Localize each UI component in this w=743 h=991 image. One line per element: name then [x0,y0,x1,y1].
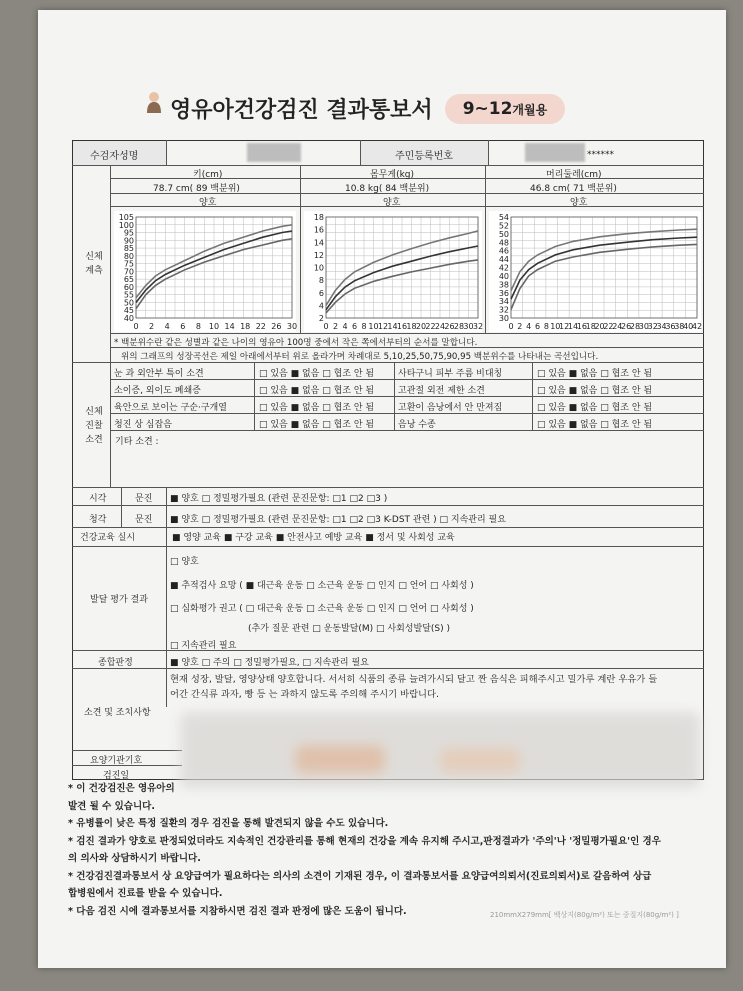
x-tick-label: 26 [621,322,632,331]
head-status: 양호 [570,198,588,208]
name-label: 수검자성명 [90,151,139,162]
document-title: 영유아건강검진 결과통보서 [170,98,433,123]
overall-result: ■ 양호 □ 주의 □ 정밀평가필요, □ 지속관리 필요 [170,658,369,668]
x-tick-label: 18 [240,322,251,331]
x-tick-label: 2 [149,322,155,331]
exam-item-left: 소이증, 외이도 폐쇄증 [114,386,201,396]
y-tick-label: 60 [123,282,134,292]
y-tick-label: 80 [123,251,134,261]
id-label: 주민등록번호 [395,151,453,162]
overall-label: 종합판정 [98,658,133,668]
note-8: * 다음 검진 시에 결과통보서를 지참하시면 검진 결과 판정에 많은 도움이 됩니다. [68,905,407,917]
y-tick-label: 42 [498,263,509,273]
note-2: 발견 될 수 있습니다. [68,800,155,812]
y-tick-label: 45 [123,306,134,316]
x-tick-label: 10 [368,322,379,331]
y-tick-label: 65 [123,275,134,285]
x-tick-label: 24 [612,322,623,331]
x-tick-label: 42 [691,322,703,331]
x-tick-label: 0 [133,322,139,331]
height-status: 양호 [199,198,217,208]
x-tick-label: 18 [406,322,417,331]
x-tick-label: 0 [508,322,514,331]
x-tick-label: 22 [603,322,614,331]
y-tick-label: 44 [498,255,509,265]
vision-label: 시각 [89,494,107,504]
weight-label: 몸무게(kg) [370,170,415,180]
y-tick-label: 52 [498,221,509,231]
x-tick-label: 26 [444,322,455,331]
y-tick-label: 70 [123,267,134,277]
exam-item-right: 고관절 외전 제한 소견 [398,386,485,396]
percentile-note-2: 위의 그래프의 성장곡선은 제일 아래에서부터 위로 올라가며 차례대로 5,10,25,50,75,90,95 백분위수를 나타내는 곡선입니다. [121,352,599,362]
y-tick-label: 38 [498,280,509,290]
y-tick-label: 40 [498,271,509,281]
exam-item-right: 음낭 수종 [398,420,436,430]
x-tick-label: 6 [535,322,541,331]
x-tick-label: 26 [271,322,282,331]
exam-options-right: □ 있음 ■ 없음 □ 협조 안 됨 [537,403,653,413]
note-1: * 이 건강검진은 영유아의 [68,783,175,794]
exam-options-left: □ 있음 ■ 없음 □ 협조 안 됨 [259,386,375,396]
weight-growth-chart [304,211,482,332]
height-value: 78.7 cm( 89 백분위) [153,184,240,194]
x-tick-label: 30 [463,322,474,331]
id-masked: ****** [587,150,614,160]
y-tick-label: 34 [498,297,509,307]
age-unit: 개월용 [512,102,548,117]
remarks-line-2: 어간 간식류 과자, 빵 등 는 과하지 않도록 주의해 주시기 바랍니다. [170,689,439,700]
height-growth-chart [114,211,296,332]
x-tick-label: 14 [224,322,235,331]
redacted-name [247,143,301,162]
y-tick-label: 90 [123,236,134,246]
development-managed: □ 지속관리 필요 [170,641,237,651]
note-7: 합병원에서 진료를 받을 수 있습니다. [68,888,223,899]
x-tick-label: 10 [208,322,220,331]
development-advanced: □ 심화평가 권고 ( □ 대근육 운동 □ 소근육 운동 □ 인지 □ 언어 □ 사회성 ) [170,604,474,614]
x-tick-label: 22 [255,322,266,331]
y-tick-label: 50 [498,229,509,239]
x-tick-label: 34 [656,322,667,331]
x-tick-label: 20 [594,322,605,331]
vision-sub-label: 문진 [135,494,153,504]
other-findings-label: 기타 소견 : [115,437,159,447]
measure-section-label: 신체 계측 [85,252,103,276]
y-tick-label: 32 [498,305,509,315]
x-tick-label: 12 [377,322,389,331]
y-tick-label: 105 [118,213,134,222]
note-3: * 유병률이 낮은 특정 질환의 경우 검진을 통해 발견되지 않을 수도 있습니다. [68,818,389,829]
hearing-sub-label: 문진 [135,515,153,525]
weight-value: 10.8 kg( 84 백분위) [345,184,430,194]
exam-section-label: 신체 진찰 소견 [85,407,103,445]
exam-item-right: 사타구니 피부 주름 비대칭 [398,369,503,379]
exam-options-right: □ 있음 ■ 없음 □ 협조 안 됨 [537,420,653,430]
y-tick-label: 14 [313,238,324,248]
note-6: * 건강검진결과통보서 상 요양급여가 필요하다는 의사의 소견이 기재된 경우, 이 결과통보서를 요양급여의뢰서(진료의뢰서)로 갈음하여 상급 [68,870,652,882]
x-tick-label: 18 [585,322,596,331]
age-badge [445,94,566,124]
development-label: 발달 평가 결과 [90,595,148,605]
x-tick-label: 40 [683,322,694,331]
note-5: 의 의사와 상담하시기 바랍니다. [68,853,201,864]
exam-options-right: □ 있음 ■ 없음 □ 협조 안 됨 [537,386,653,396]
x-tick-label: 38 [674,322,685,331]
y-tick-label: 95 [123,228,134,238]
y-tick-label: 50 [123,298,134,308]
x-tick-label: 2 [332,322,339,331]
y-tick-label: 18 [313,213,324,222]
x-tick-label: 0 [323,322,329,331]
head-value: 46.8 cm( 71 백분위) [530,184,617,194]
y-tick-label: 75 [123,259,134,269]
x-tick-label: 10 [550,322,561,331]
exam-date-label: 검진일 [103,771,130,781]
y-tick-label: 100 [118,220,134,230]
development-extra: (추가 질문 관련 □ 운동발달(M) □ 사회성발달(S) ) [248,624,450,634]
y-tick-label: 54 [498,213,509,222]
x-tick-label: 28 [453,322,465,331]
exam-item-left: 청진 상 심잡음 [114,420,172,430]
head-growth-chart [489,211,701,332]
y-tick-label: 40 [123,314,134,323]
title-row [170,93,565,124]
x-tick-label: 16 [576,322,587,331]
x-tick-label: 16 [396,322,408,331]
exam-item-left: 육안으로 보이는 구순·구개열 [114,403,227,413]
paper-spec: 210mmX279mm[ 백상지(80g/m²) 또는 중질지(80g/m²) ] [490,911,679,919]
height-label: 키(cm) [193,170,223,180]
x-tick-label: 20 [415,322,427,331]
x-tick-label: 28 [629,322,641,331]
x-tick-label: 8 [543,322,549,331]
x-tick-label: 14 [567,322,579,331]
x-tick-label: 8 [361,322,367,331]
education-items: ■ 영양 교육 ■ 구강 교육 ■ 안전사고 예방 교육 ■ 정서 및 사회성 교육 [172,533,455,543]
exam-item-right: 고환이 음낭에서 안 만져짐 [398,403,503,413]
percentile-note-1: * 백분위수란 같은 성별과 같은 나이의 영유아 100명 중에서 작은 쪽에서부터의 순서를 말합니다. [114,338,478,348]
x-tick-label: 22 [425,322,436,331]
redacted-id [525,143,585,162]
y-tick-label: 6 [318,288,324,298]
x-tick-label: 8 [195,322,201,331]
x-tick-label: 12 [559,322,570,331]
x-tick-label: 4 [164,322,170,331]
x-tick-label: 6 [351,322,358,331]
hearing-label: 청각 [89,515,107,525]
age-range: 9~12 [462,98,513,119]
exam-options-left: □ 있음 ■ 없음 □ 협조 안 됨 [259,403,375,413]
y-tick-label: 46 [498,246,509,256]
redacted-area [180,712,700,788]
y-tick-label: 36 [498,288,509,298]
redacted-stamp [295,745,385,773]
x-tick-label: 24 [434,322,446,331]
institution-code-label: 요양기관기호 [90,756,143,766]
x-tick-label: 2 [517,322,523,331]
hearing-result: ■ 양호 □ 정밀평가필요 (관련 문진문항: □1 □2 □3 K-DST 관련 ) □ 지속관리 필요 [170,515,506,525]
weight-status: 양호 [383,198,401,208]
x-tick-label: 36 [665,322,676,331]
x-tick-label: 4 [342,322,348,331]
y-tick-label: 2 [318,314,324,323]
x-tick-label: 32 [472,322,484,331]
y-tick-label: 55 [123,290,134,300]
y-tick-label: 85 [123,244,134,254]
education-label: 건강교육 실시 [80,533,136,543]
vision-result: ■ 양호 □ 정밀평가필요 (관련 문진문항: □1 □2 □3 ) [170,494,388,504]
y-tick-label: 48 [498,238,509,248]
x-tick-label: 14 [387,322,398,331]
exam-options-right: □ 있음 ■ 없음 □ 협조 안 됨 [537,369,653,379]
baby-icon [144,91,164,113]
y-tick-label: 16 [313,225,324,235]
x-tick-label: 6 [180,322,186,331]
y-tick-label: 8 [318,276,324,286]
y-tick-label: 30 [498,314,509,323]
y-tick-label: 10 [313,263,324,273]
y-tick-label: 12 [313,250,324,260]
notes-block [68,780,688,920]
head-label: 머리둘레(cm) [546,170,602,180]
exam-options-left: □ 있음 ■ 없음 □ 협조 안 됨 [259,420,375,430]
x-tick-label: 30 [638,322,649,331]
x-tick-label: 4 [526,322,532,331]
development-good: □ 양호 [170,557,199,567]
x-tick-label: 30 [286,322,298,331]
exam-options-left: □ 있음 ■ 없음 □ 협조 안 됨 [259,369,375,379]
development-followup: ■ 추적검사 요망 ( ■ 대근육 운동 □ 소근육 운동 □ 인지 □ 언어 □ 사회성 ) [170,581,474,591]
remarks-label: 소견 및 조치사항 [84,708,151,718]
exam-item-left: 눈 과 외안부 특이 소견 [114,369,204,379]
y-tick-label: 4 [318,301,324,311]
x-tick-label: 32 [647,322,658,331]
redacted-signature [440,748,520,772]
note-4: * 검진 결과가 양호로 판정되었더라도 지속적인 건강관리를 통해 현재의 건강을 계속 유지해 주시고,판정결과가 '주의'나 '정밀평가필요'인 경우 [68,835,661,847]
remarks-line-1: 현재 성장, 발달, 영양상태 양호합니다. 서서히 식품의 종류 늘려가시되 달고 짠 음식은 피해주시고 밀가루 계란 우유가 들 [170,674,658,685]
